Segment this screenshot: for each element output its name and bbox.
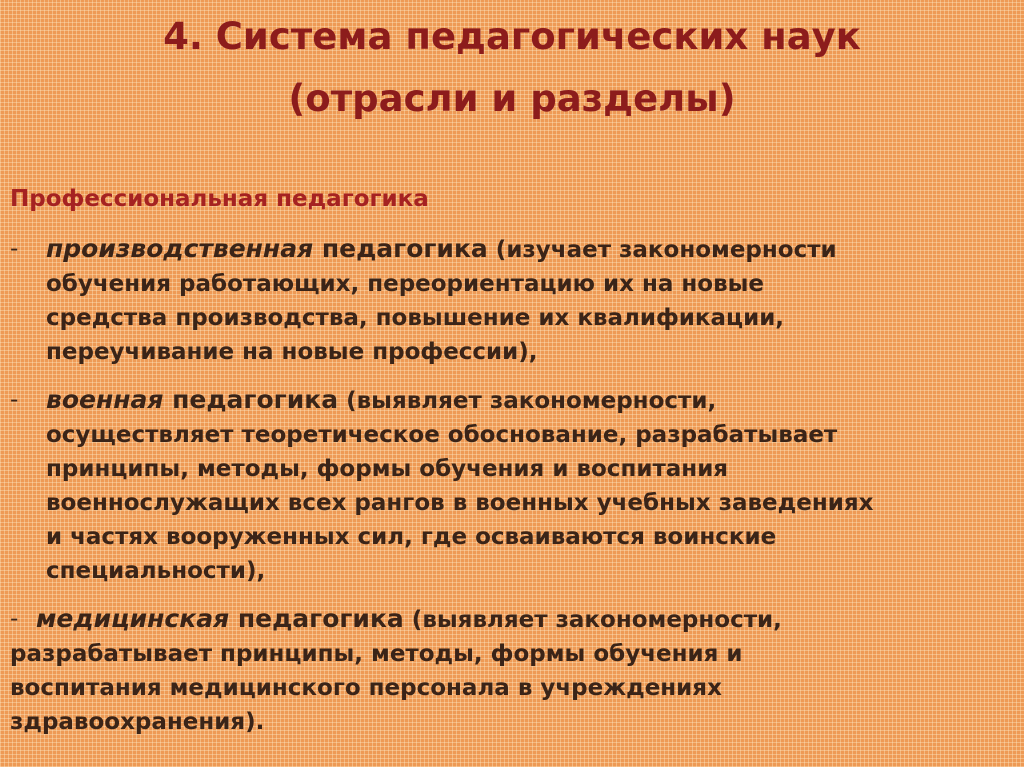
section-heading: Профессиональная педагогика	[10, 186, 429, 212]
item-line	[10, 383, 873, 418]
item-noun: педагогика	[313, 234, 488, 263]
item-noun: педагогика	[163, 385, 339, 414]
item-noun: педагогика	[229, 604, 404, 633]
item-line-text: (изучает закономерности	[487, 237, 837, 263]
bullet-dash: -	[10, 236, 19, 262]
item-line: военнослужащих всех рангов в военных учебных заведениях	[46, 490, 874, 516]
item-line: и частях вооруженных сил, где осваиваются воинские	[46, 524, 777, 550]
item-line: переучивание на новые профессии),	[46, 339, 538, 365]
item-line-text: (выявляет закономерности,	[338, 388, 717, 414]
bullet-dash: -	[10, 606, 19, 632]
item-line: разрабатывает принципы, методы, формы обучения и	[10, 641, 743, 667]
item-line-text: (выявляет закономерности,	[403, 607, 782, 633]
item-line	[10, 232, 837, 267]
list-item-military-pedagogy	[10, 383, 873, 588]
bullet-dash: -	[10, 387, 19, 413]
item-line	[10, 602, 782, 637]
item-line: здравоохранения).	[10, 709, 265, 735]
item-line: принципы, методы, формы обучения и воспитания	[46, 456, 729, 482]
item-line: обучения работающих, переориентацию их на новые	[46, 271, 765, 297]
item-line: средства производства, повышение их квалификации,	[46, 305, 785, 331]
slide-title-line-2: (отрасли и разделы)	[288, 77, 736, 120]
list-item-industrial-pedagogy	[10, 232, 837, 369]
item-line: воспитания медицинского персонала в учреждениях	[10, 675, 722, 701]
item-line: осуществляет теоретическое обоснование, разрабатывает	[46, 422, 838, 448]
slide-title	[0, 6, 1024, 130]
item-term: военная	[46, 385, 164, 414]
item-term: производственная	[46, 234, 314, 263]
slide-title-line-1: 4. Система педагогических наук	[163, 15, 861, 58]
item-line: специальности),	[46, 558, 266, 584]
list-item-medical-pedagogy	[10, 602, 782, 739]
item-term: медицинская	[36, 604, 230, 633]
